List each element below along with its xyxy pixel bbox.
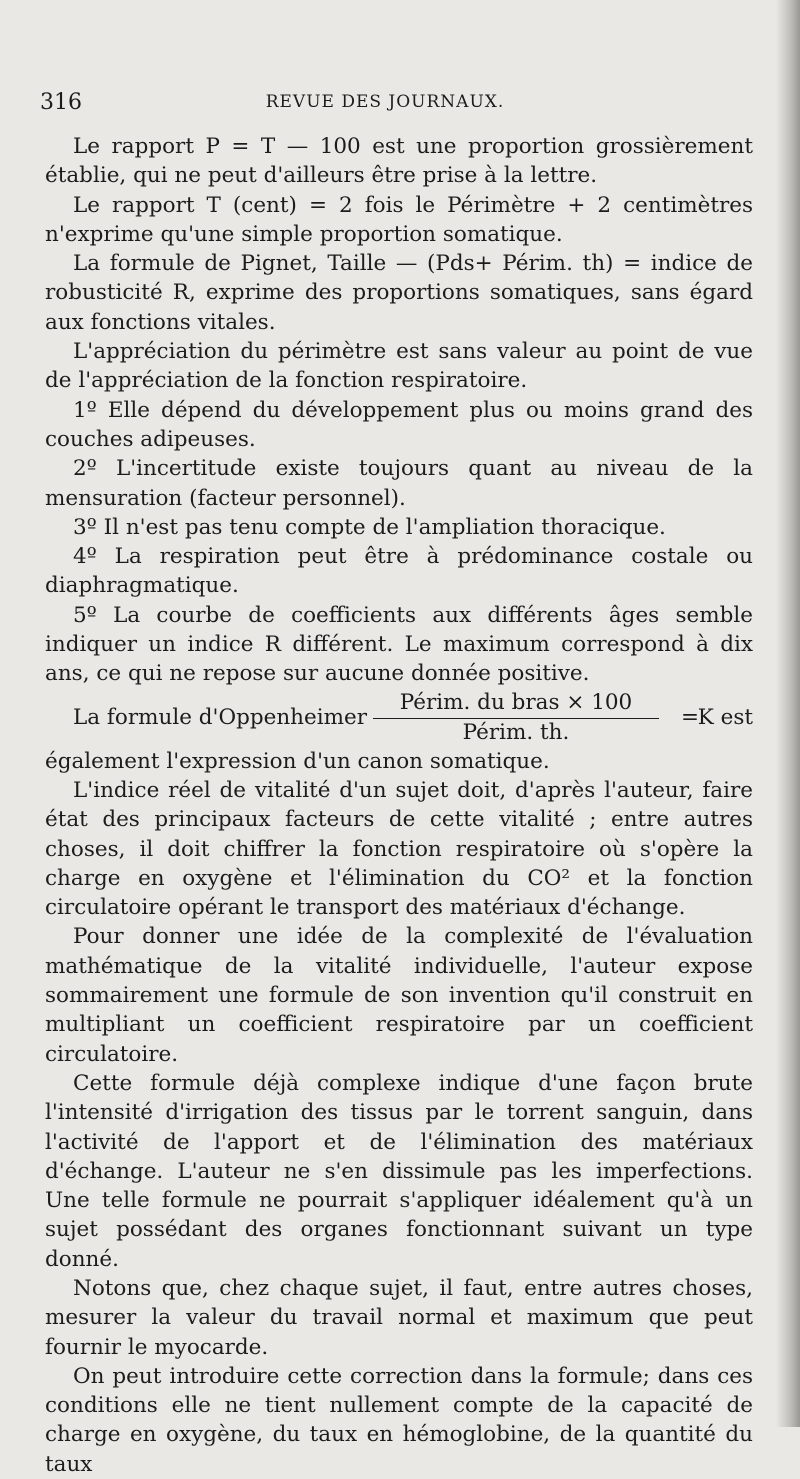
formula-equals: = bbox=[681, 704, 700, 730]
paragraph: La formule de Pignet, Taille — (Pds+ Périm. th) = indice de robusticité R, exprime des proportions somatiques, sans égard aux fonctions vitales. bbox=[45, 251, 753, 335]
paragraph: On peut introduire cette correction dans la formule; dans ces conditions elle ne tient nullement compte de la capacité de charge en oxygène, du taux en hémoglobine, de la quantité du taux bbox=[45, 1363, 753, 1477]
paragraph: Cette formule déjà complexe indique d'une façon brute l'intensité d'irrigation des tissus par le torrent sanguin, dans l'activité de l'apport et de l'élimination des matériaux d'échange. L'auteur ne s'en dissimule pas les imperfections. Une telle formule ne pourrait s'appliquer idéalement qu'à un sujet possédant des organes fonctionnant suivant un type donné. bbox=[45, 1070, 753, 1272]
paragraph: Le rapport T (cent) = 2 fois le Périmètre + 2 centimètres n'exprime qu'une simple proportion somatique. bbox=[45, 192, 753, 247]
paragraph: Pour donner une idée de la complexité de l'évaluation mathématique de la vitalité individuelle, l'auteur expose sommairement une formule de son invention qu'il construit en multipliant un coefficient respiratoire par un coefficient circulatoire. bbox=[45, 924, 753, 1067]
list-item: 2º L'incertitude existe toujours quant au niveau de la mensuration (facteur personnel). bbox=[45, 456, 753, 511]
paragraph: L'appréciation du périmètre est sans valeur au point de vue de l'appréciation de la fonction respiratoire. bbox=[45, 339, 753, 394]
list-item: 4º La respiration peut être à prédominance costale ou diaphragmatique. bbox=[45, 544, 753, 599]
paragraph: également l'expression d'un canon somatique. bbox=[45, 748, 550, 774]
page-number: 316 bbox=[40, 90, 82, 115]
body-text bbox=[45, 132, 753, 1479]
formula-result: K est bbox=[697, 704, 753, 730]
paragraph: L'indice réel de vitalité d'un sujet doit, d'après l'auteur, faire état des principaux facteurs de cette vitalité ; entre autres choses, il doit chiffrer la fonction respiratoire où s'opère la charge en oxygène et l'élimination du CO² et la fonction circulatoire opérant le transport des matériaux d'échange. bbox=[45, 777, 753, 921]
paragraph: Le rapport P = T — 100 est une proportion grossièrement établie, qui ne peut d'ailleurs être prise à la lettre. bbox=[45, 134, 753, 189]
formula-lead: La formule d'Oppenheimer bbox=[73, 704, 368, 730]
running-title: REVUE DES JOURNAUX. bbox=[265, 92, 505, 112]
list-item: 3º Il n'est pas tenu compte de l'ampliation thoracique. bbox=[73, 514, 666, 540]
paragraph: Notons que, chez chaque sujet, il faut, entre autres choses, mesurer la valeur du travail normal et maximum que peut fournir le myocarde. bbox=[45, 1275, 753, 1360]
list-item: 5º La courbe de coefficients aux différents âges semble indiquer un indice R différent. Le maximum correspond à dix ans, ce qui ne repose sur aucune donnée positive. bbox=[45, 602, 753, 687]
formula-fraction bbox=[373, 689, 659, 747]
formula-denominator: Périm. th. bbox=[462, 719, 570, 745]
page-header bbox=[40, 90, 730, 124]
oppenheimer-formula bbox=[45, 689, 753, 747]
page-edge-shadow bbox=[776, 0, 800, 1427]
list-item: 1º Elle dépend du développement plus ou moins grand des couches adipeuses. bbox=[45, 397, 753, 452]
formula-numerator: Périm. du bras × 100 bbox=[373, 689, 659, 719]
